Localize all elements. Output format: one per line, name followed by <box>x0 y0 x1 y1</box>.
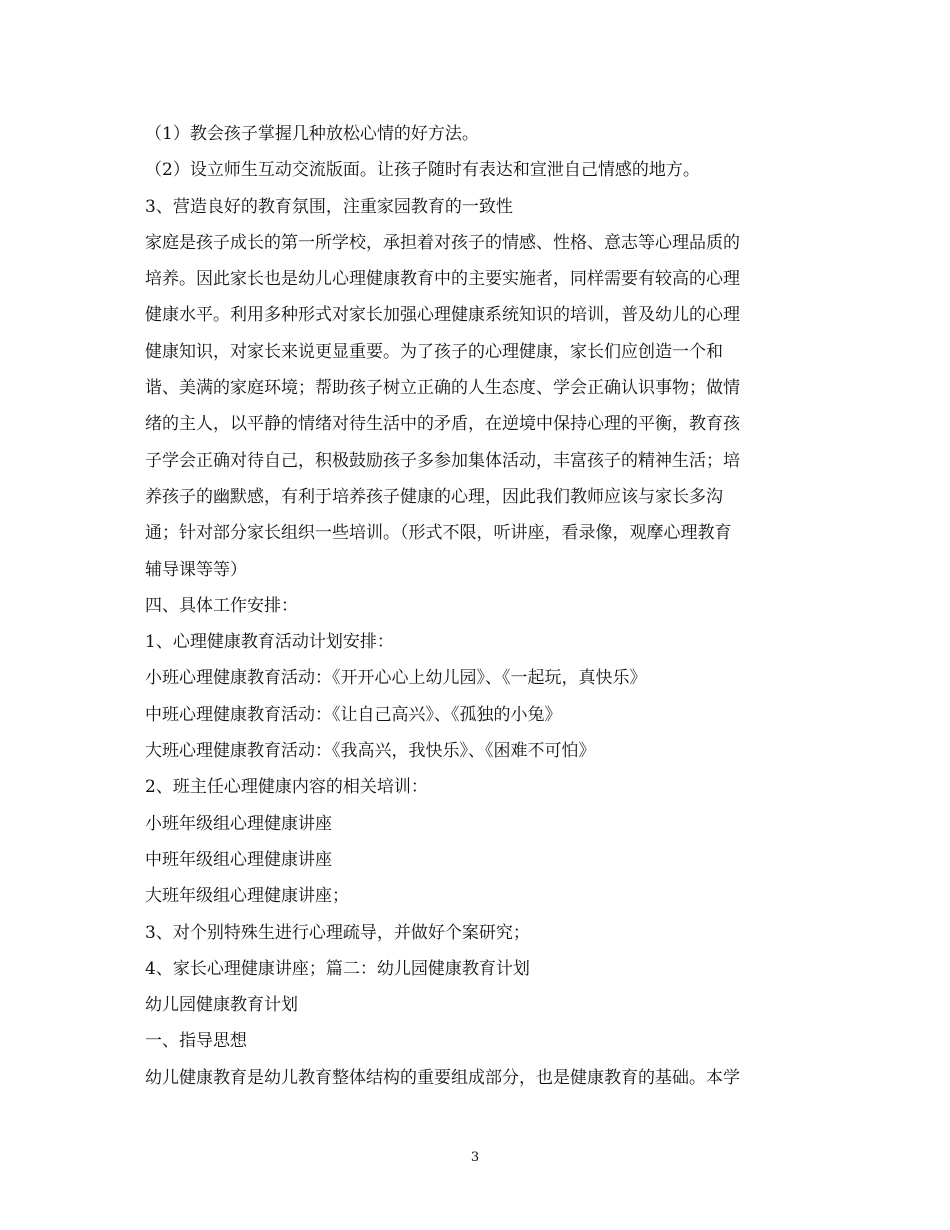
text-line: 培养。因此家长也是幼儿心理健康教育中的主要实施者，同样需要有较高的心理 <box>145 269 740 290</box>
text-line: 养孩子的幽默感，有利于培养孩子健康的心理，因此我们教师应该与家长多沟 <box>145 486 723 507</box>
text-line: 子学会正确对待自己，积极鼓励孩子多参加集体活动，丰富孩子的精神生活；培 <box>145 450 740 471</box>
text-line: 中班年级组心理健康讲座 <box>145 849 332 870</box>
text-line: 2、班主任心理健康内容的相关培训： <box>145 777 428 798</box>
text-line: 3、营造良好的教育氛围，注重家园教育的一致性 <box>145 196 513 217</box>
text-line: 大班心理健康教育活动：《我高兴，我快乐》、《困难不可怕》 <box>145 741 596 762</box>
text-line: 幼儿健康教育是幼儿教育整体结构的重要组成部分，也是健康教育的基础。本学 <box>145 1067 740 1088</box>
text-line: 绪的主人，以平静的情绪对待生活中的矛盾，在逆境中保持心理的平衡，教育孩 <box>145 414 740 435</box>
text-line: 4、家长心理健康讲座；篇二：幼儿园健康教育计划 <box>145 958 530 979</box>
document-subtitle: 幼儿园健康教育计划 <box>145 995 298 1016</box>
text-line: 健康知识，对家长来说更显重要。为了孩子的心理健康，家长们应创造一个和 <box>145 341 723 362</box>
text-line: （1）教会孩子掌握几种放松心情的好方法。 <box>145 124 479 144</box>
text-line: 谐、美满的家庭环境；帮助孩子树立正确的人生态度、学会正确认识事物；做情 <box>145 378 740 399</box>
page-number: 3 <box>470 1150 480 1165</box>
text-line: 健康水平。利用多种形式对家长加强心理健康系统知识的培训，普及幼儿的心理 <box>145 305 740 326</box>
text-line: 3、对个别特殊生进行心理疏导，并做好个案研究； <box>145 922 530 943</box>
text-line: 小班心理健康教育活动：《开开心心上幼儿园》、《一起玩，真快乐》 <box>145 668 647 689</box>
text-line: 大班年级组心理健康讲座； <box>145 886 349 907</box>
document-body <box>145 116 805 1096</box>
section-heading: 四、具体工作安排： <box>145 595 298 616</box>
text-line: 家庭是孩子成长的第一所学校，承担着对孩子的情感、性格、意志等心理品质的 <box>145 232 740 253</box>
text-line: 小班年级组心理健康讲座 <box>145 813 332 834</box>
text-line: 辅导课等等） <box>145 559 247 580</box>
text-line: 中班心理健康教育活动：《让自己高兴》、《孤独的小兔》 <box>145 704 562 725</box>
text-line: 通；针对部分家长组织一些培训。（形式不限，听讲座，看录像，观摩心理教育 <box>145 523 732 544</box>
section-heading: 一、指导思想 <box>145 1031 247 1052</box>
text-line: 1、心理健康教育活动计划安排： <box>145 632 394 653</box>
text-line: （2）设立师生互动交流版面。让孩子随时有表达和宣泄自己情感的地方。 <box>145 160 700 181</box>
